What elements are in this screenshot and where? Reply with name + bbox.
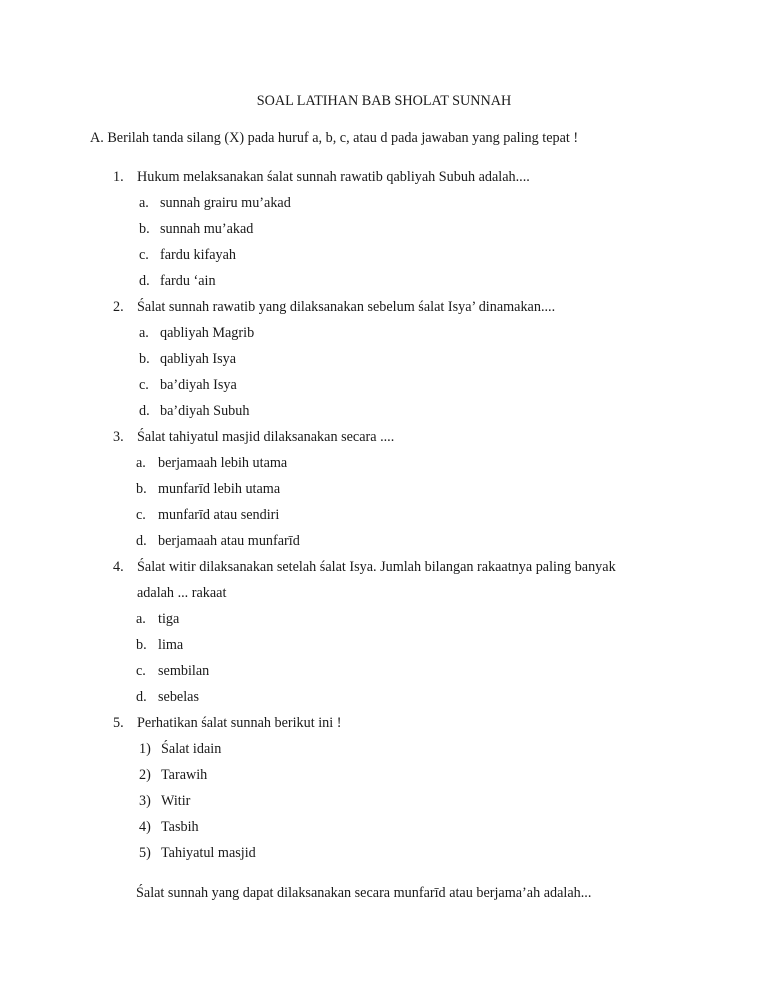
question-text: Śalat tahiyatul masjid dilaksanakan secara .... xyxy=(137,429,395,445)
option-label: b. xyxy=(136,637,147,653)
option-text: ba’diyah Isya xyxy=(160,377,237,393)
section-label: A. xyxy=(90,130,104,146)
option-label: a. xyxy=(136,611,146,627)
option-label: c. xyxy=(136,663,146,679)
option-label: c. xyxy=(139,377,149,393)
list-text: Tasbih xyxy=(161,819,199,835)
question-number: 1. xyxy=(113,169,124,185)
list-text: Śalat idain xyxy=(161,741,222,757)
list-text: Tarawih xyxy=(161,767,208,783)
option-label: b. xyxy=(139,221,150,237)
question-number: 5. xyxy=(113,715,124,731)
option-label: d. xyxy=(139,403,150,419)
option-label: b. xyxy=(139,351,150,367)
option-text: tiga xyxy=(158,611,180,627)
option-text: fardu kifayah xyxy=(160,247,237,263)
list-label: 4) xyxy=(139,819,151,835)
list-label: 5) xyxy=(139,845,151,861)
question-number: 4. xyxy=(113,559,124,575)
option-text: sunnah mu’akad xyxy=(160,221,254,237)
option-label: a. xyxy=(136,455,146,471)
option-text: sembilan xyxy=(158,663,210,679)
option-text: munfarīd lebih utama xyxy=(158,481,281,497)
question-text: Śalat witir dilaksanakan setelah śalat Isya. Jumlah bilangan rakaatnya paling banyak xyxy=(137,559,616,575)
option-label: b. xyxy=(136,481,147,497)
section-instruction xyxy=(90,129,578,147)
option-text: ba’diyah Subuh xyxy=(160,403,250,419)
question-text: Hukum melaksanakan śalat sunnah rawatib qabliyah Subuh adalah.... xyxy=(137,169,530,185)
list-text: Tahiyatul masjid xyxy=(161,845,256,861)
list-label: 3) xyxy=(139,793,151,809)
option-text: munfarīd atau sendiri xyxy=(158,507,280,523)
option-text: fardu ‘ain xyxy=(160,273,216,289)
option-text: berjamaah lebih utama xyxy=(158,455,288,471)
option-text: lima xyxy=(158,637,184,653)
option-label: d. xyxy=(136,533,147,549)
page-title: SOAL LATIHAN BAB SHOLAT SUNNAH xyxy=(256,93,512,109)
question-number: 2. xyxy=(113,299,124,315)
option-label: d. xyxy=(136,689,147,705)
list-text: Witir xyxy=(161,793,191,809)
question-text: Perhatikan śalat sunnah berikut ini ! xyxy=(137,715,342,731)
question-number: 3. xyxy=(113,429,124,445)
option-label: d. xyxy=(139,273,150,289)
followup-text: Śalat sunnah yang dapat dilaksanakan secara munfarīd atau berjama’ah adalah... xyxy=(136,885,592,901)
option-label: a. xyxy=(139,325,149,341)
option-label: c. xyxy=(136,507,146,523)
option-label: c. xyxy=(139,247,149,263)
option-text: qabliyah Magrib xyxy=(160,325,255,341)
option-text: sebelas xyxy=(158,689,199,705)
option-text: sunnah grairu mu’akad xyxy=(160,195,291,211)
list-label: 1) xyxy=(139,741,151,757)
list-label: 2) xyxy=(139,767,151,783)
question-text: Śalat sunnah rawatib yang dilaksanakan sebelum śalat Isya’ dinamakan.... xyxy=(137,299,556,315)
section-instruction-text: Berilah tanda silang (X) pada huruf a, b, c, atau d pada jawaban yang paling tepat ! xyxy=(107,130,579,146)
option-text: qabliyah Isya xyxy=(160,351,237,367)
question-text-cont: adalah ... rakaat xyxy=(137,585,227,601)
option-text: berjamaah atau munfarīd xyxy=(158,533,300,549)
option-label: a. xyxy=(139,195,149,211)
